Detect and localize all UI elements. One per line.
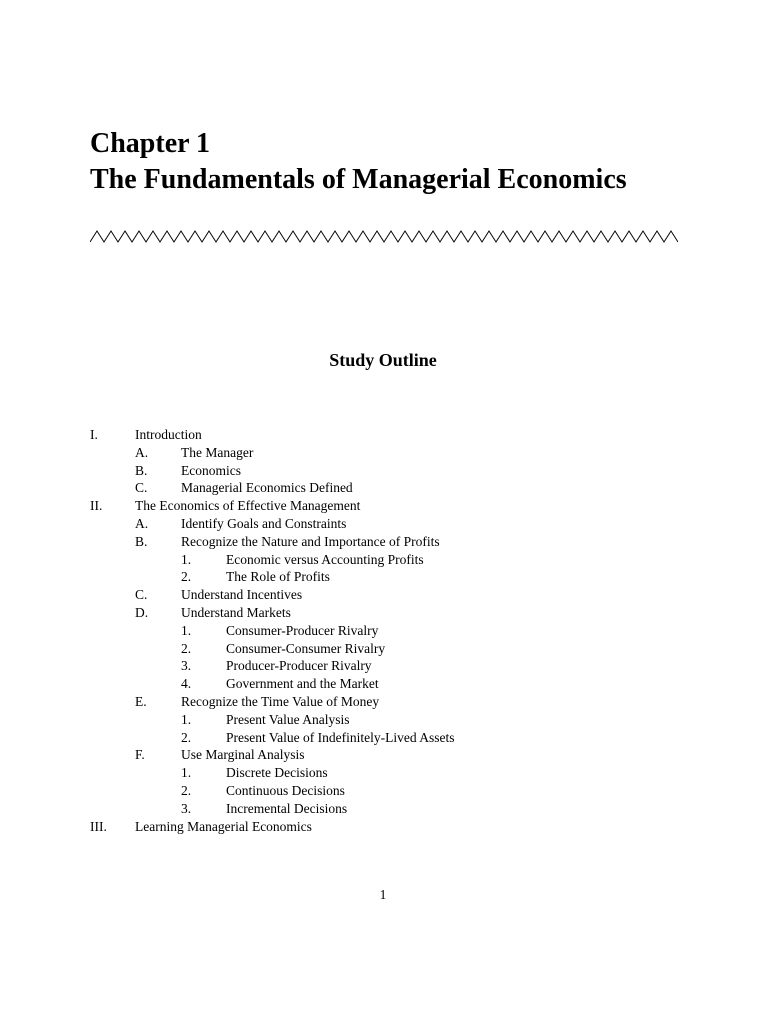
outline-marker: 2. [181, 569, 192, 585]
outline-text: Continuous Decisions [226, 782, 345, 798]
outline-marker: F. [135, 747, 145, 763]
chapter-number: Chapter 1 [90, 128, 211, 159]
outline-marker: I. [90, 427, 98, 442]
outline-marker: B. [135, 533, 148, 549]
outline-marker: A. [135, 444, 149, 460]
outline-text: Identify Goals and Constraints [181, 515, 347, 531]
outline-text: Present Value of Indefinitely-Lived Assets [226, 729, 455, 745]
chapter-title: The Fundamentals of Managerial Economics [90, 164, 627, 195]
page-number: 1 [379, 887, 387, 902]
outline-marker: II. [90, 498, 103, 514]
outline-marker: 2. [181, 729, 192, 745]
outline-text: The Role of Profits [226, 569, 330, 585]
outline-marker: 1. [181, 711, 192, 727]
outline-text: Managerial Economics Defined [181, 480, 353, 496]
outline-text: Use Marginal Analysis [181, 747, 305, 763]
outline-text: Producer-Producer Rivalry [226, 658, 372, 674]
outline-marker: B. [135, 462, 148, 478]
outline-text: Learning Managerial Economics [135, 818, 312, 834]
outline-text: Recognize the Nature and Importance of Profits [181, 533, 440, 549]
outline-text: The Manager [181, 444, 254, 460]
outline-text: Incremental Decisions [226, 800, 348, 816]
outline-text: Economics [181, 462, 241, 478]
outline-text: Understand Incentives [181, 587, 303, 603]
outline-marker: E. [135, 693, 147, 709]
outline-marker: C. [135, 480, 148, 496]
outline-text: Government and the Market [226, 676, 379, 692]
outline-text: The Economics of Effective Management [135, 498, 361, 514]
outline-marker: 1. [181, 765, 192, 781]
outline-text: Discrete Decisions [226, 765, 328, 781]
outline-marker: 1. [181, 622, 192, 638]
section-heading: Study Outline [329, 350, 437, 370]
outline-marker: A. [135, 515, 149, 531]
outline-marker: 2. [181, 782, 192, 798]
outline-marker: C. [135, 587, 148, 603]
zigzag-divider [90, 229, 678, 245]
outline-text: Introduction [135, 427, 202, 442]
outline-marker: III. [90, 818, 107, 834]
outline-text: Understand Markets [181, 604, 291, 620]
outline-marker: 3. [181, 658, 192, 674]
outline-text: Consumer-Producer Rivalry [226, 622, 379, 638]
outline-text: Present Value Analysis [226, 711, 350, 727]
outline-text: Economic versus Accounting Profits [226, 551, 424, 567]
outline-marker: 3. [181, 800, 192, 816]
outline-marker: D. [135, 604, 149, 620]
outline-marker: 4. [181, 676, 192, 692]
outline-text: Recognize the Time Value of Money [181, 693, 380, 709]
outline-marker: 1. [181, 551, 192, 567]
outline-text: Consumer-Consumer Rivalry [226, 640, 386, 656]
outline-marker: 2. [181, 640, 192, 656]
